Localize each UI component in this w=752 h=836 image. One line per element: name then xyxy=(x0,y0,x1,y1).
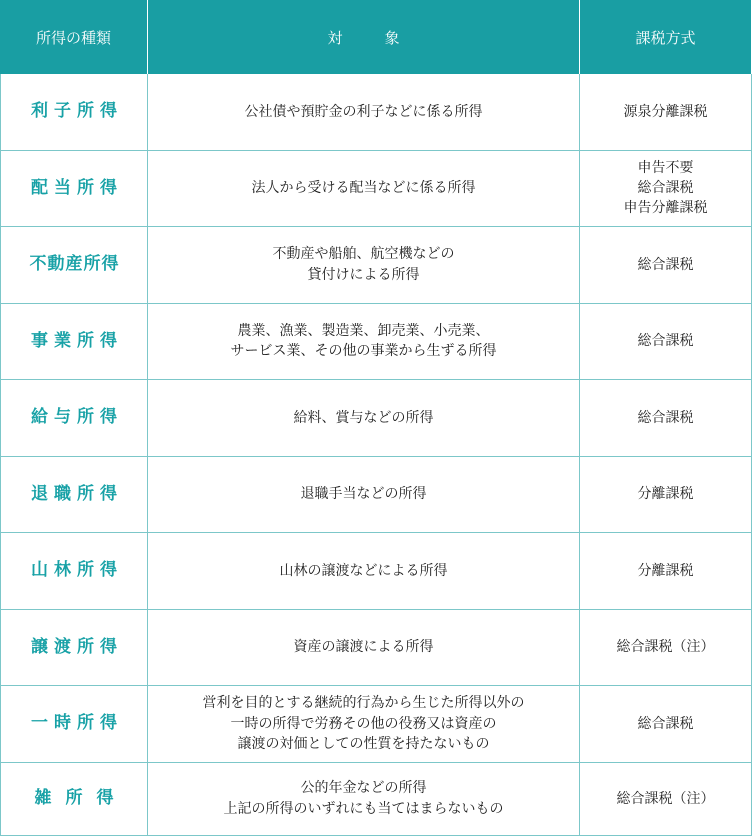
header-tax-method: 課税方式 xyxy=(580,0,752,74)
header-target: 対象 xyxy=(148,0,580,74)
row-5-kind: 給与所得 xyxy=(0,380,148,457)
row-10-target: 公的年金などの所得 上記の所得のいずれにも当てはまらないもの xyxy=(148,763,580,836)
row-7-tax: 分離課税 xyxy=(580,533,752,610)
row-2-tax: 申告不要 総合課税 申告分離課税 xyxy=(580,151,752,228)
row-9-target: 営利を目的とする継続的行為から生じた所得以外の 一時の所得で労務その他の役務又は資産の 譲渡の対価としての性質を持たないもの xyxy=(148,686,580,763)
row-10-tax: 総合課税（注） xyxy=(580,763,752,836)
row-7-kind: 山林所得 xyxy=(0,533,148,610)
row-8-target: 資産の譲渡による所得 xyxy=(148,610,580,687)
row-2-kind: 配当所得 xyxy=(0,151,148,228)
row-6-kind: 退職所得 xyxy=(0,457,148,534)
row-4-kind: 事業所得 xyxy=(0,304,148,381)
row-8-kind: 譲渡所得 xyxy=(0,610,148,687)
header-income-kind: 所得の種類 xyxy=(0,0,148,74)
row-10-kind: 雑所得 xyxy=(0,763,148,836)
row-8-tax: 総合課税（注） xyxy=(580,610,752,687)
row-9-kind: 一時所得 xyxy=(0,686,148,763)
row-1-target: 公社債や預貯金の利子などに係る所得 xyxy=(148,74,580,151)
row-7-target: 山林の譲渡などによる所得 xyxy=(148,533,580,610)
row-9-tax: 総合課税 xyxy=(580,686,752,763)
row-4-tax: 総合課税 xyxy=(580,304,752,381)
row-3-target: 不動産や船舶、航空機などの 貸付けによる所得 xyxy=(148,227,580,304)
row-3-kind: 不動産所得 xyxy=(0,227,148,304)
row-5-target: 給料、賞与などの所得 xyxy=(148,380,580,457)
row-2-target: 法人から受ける配当などに係る所得 xyxy=(148,151,580,228)
row-4-target: 農業、漁業、製造業、卸売業、小売業、 サービス業、その他の事業から生ずる所得 xyxy=(148,304,580,381)
row-1-kind: 利子所得 xyxy=(0,74,148,151)
row-3-tax: 総合課税 xyxy=(580,227,752,304)
row-5-tax: 総合課税 xyxy=(580,380,752,457)
row-1-tax: 源泉分離課税 xyxy=(580,74,752,151)
row-6-target: 退職手当などの所得 xyxy=(148,457,580,534)
row-6-tax: 分離課税 xyxy=(580,457,752,534)
